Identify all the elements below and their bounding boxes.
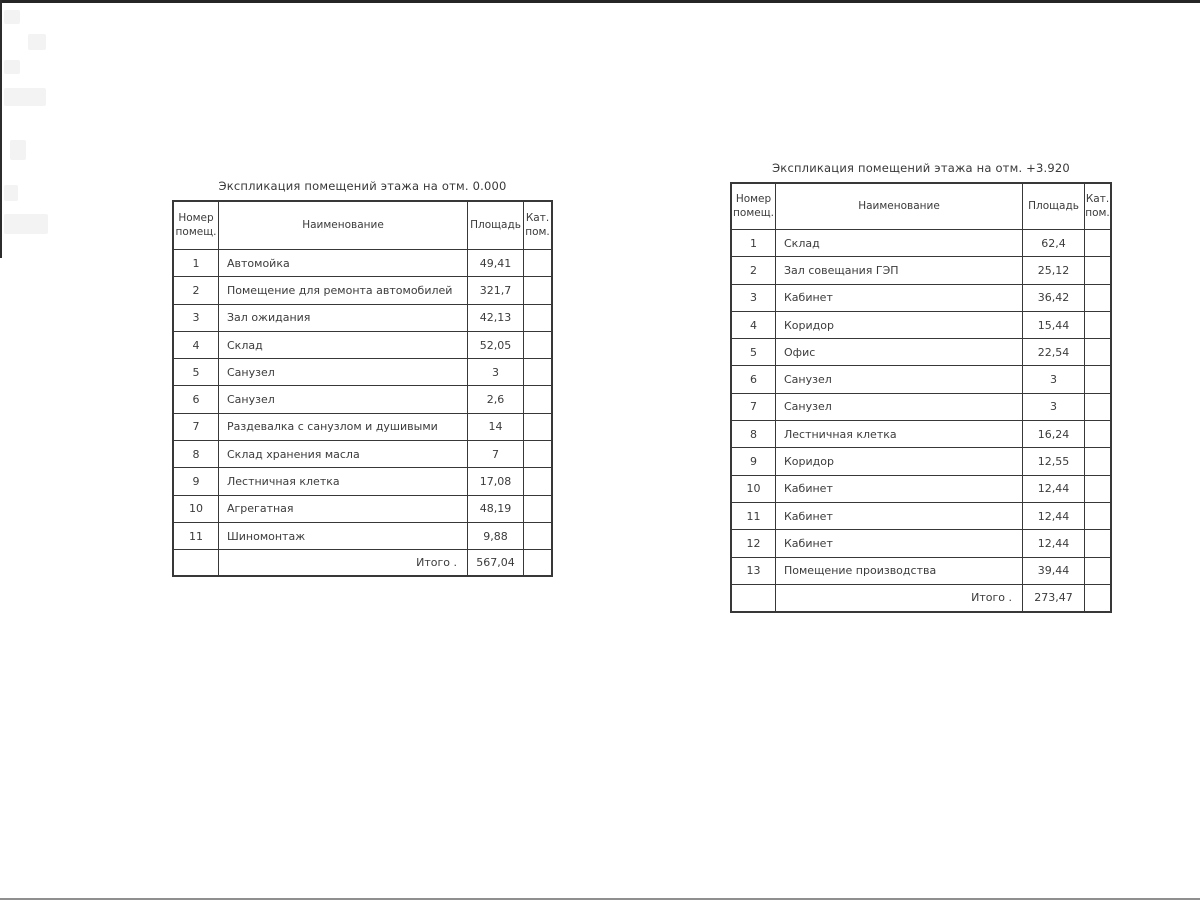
table-row: [174, 358, 551, 385]
room-area: 16,24: [1023, 421, 1085, 447]
table-row: [732, 557, 1110, 584]
room-category: [1085, 421, 1110, 447]
table-header-row: [174, 202, 551, 249]
room-category: [1085, 394, 1110, 420]
room-number: 6: [732, 366, 776, 392]
room-number: 5: [732, 339, 776, 365]
total-empty-number: [174, 550, 219, 575]
room-number: 10: [732, 476, 776, 502]
table-row: [732, 420, 1110, 447]
room-area: 48,19: [468, 496, 524, 522]
room-name: Лестничная клетка: [219, 468, 468, 494]
room-name: Коридор: [776, 448, 1023, 474]
total-empty-category: [1085, 585, 1110, 611]
room-number: 6: [174, 386, 219, 412]
explication-table-level-0: [172, 200, 553, 577]
room-name: Помещение производства: [776, 558, 1023, 584]
table-body: [732, 229, 1110, 584]
room-category: [1085, 285, 1110, 311]
header-room-area: Площадь: [468, 202, 524, 249]
room-name: Санузел: [219, 359, 468, 385]
room-name: Шиномонтаж: [219, 523, 468, 549]
room-area: 25,12: [1023, 257, 1085, 283]
room-name: Агрегатная: [219, 496, 468, 522]
table-row: [732, 284, 1110, 311]
room-number: 12: [732, 530, 776, 556]
room-category: [1085, 558, 1110, 584]
table-row: [174, 440, 551, 467]
room-name: Лестничная клетка: [776, 421, 1023, 447]
room-number: 1: [732, 230, 776, 256]
room-area: 9,88: [468, 523, 524, 549]
room-area: 17,08: [468, 468, 524, 494]
room-area: 36,42: [1023, 285, 1085, 311]
room-name: Коридор: [776, 312, 1023, 338]
explication-title-level-0: Экспликация помещений этажа на отм. 0.000: [218, 179, 507, 193]
scan-smudge: [4, 10, 20, 24]
room-area: 2,6: [468, 386, 524, 412]
room-area: 14: [468, 414, 524, 440]
room-area: 321,7: [468, 277, 524, 303]
room-number: 7: [732, 394, 776, 420]
room-number: 9: [732, 448, 776, 474]
room-number: 8: [732, 421, 776, 447]
table-row: [174, 467, 551, 494]
room-name: Раздевалка с санузлом и душивыми: [219, 414, 468, 440]
room-category: [524, 523, 551, 549]
room-area: 7: [468, 441, 524, 467]
table-row: [732, 365, 1110, 392]
total-empty-number: [732, 585, 776, 611]
header-room-area: Площадь: [1023, 184, 1085, 229]
table-row: [732, 475, 1110, 502]
room-category: [524, 277, 551, 303]
room-number: 11: [732, 503, 776, 529]
table-row: [174, 276, 551, 303]
room-area: 12,44: [1023, 476, 1085, 502]
room-name: Склад: [776, 230, 1023, 256]
room-number: 9: [174, 468, 219, 494]
room-category: [1085, 339, 1110, 365]
explication-table-level-3920: [730, 182, 1112, 613]
scan-smudge: [4, 60, 20, 74]
scan-smudge: [4, 214, 48, 234]
room-name: Санузел: [219, 386, 468, 412]
table-row: [174, 304, 551, 331]
room-area: 42,13: [468, 305, 524, 331]
room-area: 49,41: [468, 250, 524, 276]
table-row: [732, 529, 1110, 556]
room-name: Санузел: [776, 366, 1023, 392]
room-category: [1085, 476, 1110, 502]
room-name: Склад хранения масла: [219, 441, 468, 467]
table-row: [174, 249, 551, 276]
room-category: [524, 250, 551, 276]
header-room-category: Кат. пом.: [525, 211, 550, 238]
total-empty-category: [524, 550, 551, 575]
room-name: Помещение для ремонта автомобилей: [219, 277, 468, 303]
table-row: [732, 338, 1110, 365]
room-category: [524, 386, 551, 412]
total-area-value: 273,47: [1023, 585, 1085, 611]
room-category: [524, 496, 551, 522]
room-name: Кабинет: [776, 476, 1023, 502]
room-number: 4: [732, 312, 776, 338]
room-number: 2: [174, 277, 219, 303]
room-number: 3: [732, 285, 776, 311]
table-row: [174, 413, 551, 440]
room-number: 7: [174, 414, 219, 440]
room-number: 1: [174, 250, 219, 276]
total-label: Итого .: [219, 550, 468, 575]
room-area: 12,55: [1023, 448, 1085, 474]
room-number: 5: [174, 359, 219, 385]
table-header-row: [732, 184, 1110, 229]
room-category: [524, 441, 551, 467]
room-name: Зал ожидания: [219, 305, 468, 331]
scan-edge-left: [0, 0, 2, 258]
scan-smudge: [4, 88, 46, 106]
room-area: 22,54: [1023, 339, 1085, 365]
room-number: 11: [174, 523, 219, 549]
header-room-category: Кат. пом.: [1085, 192, 1110, 219]
room-category: [1085, 257, 1110, 283]
room-name: Зал совещания ГЭП: [776, 257, 1023, 283]
room-area: 39,44: [1023, 558, 1085, 584]
room-category: [1085, 312, 1110, 338]
room-area: 62,4: [1023, 230, 1085, 256]
room-name: Автомойка: [219, 250, 468, 276]
room-category: [524, 468, 551, 494]
room-number: 8: [174, 441, 219, 467]
table-row: [732, 256, 1110, 283]
room-area: 3: [1023, 366, 1085, 392]
table-row: [174, 495, 551, 522]
room-number: 10: [174, 496, 219, 522]
table-row: [174, 331, 551, 358]
header-room-number: Номер помещ.: [174, 202, 219, 249]
table-total-row: [174, 549, 551, 575]
room-category: [524, 359, 551, 385]
room-number: 2: [732, 257, 776, 283]
room-area: 3: [468, 359, 524, 385]
room-area: 3: [1023, 394, 1085, 420]
table-row: [732, 311, 1110, 338]
room-number: 4: [174, 332, 219, 358]
total-label: Итого .: [776, 585, 1023, 611]
scan-smudge: [28, 34, 46, 50]
room-category: [1085, 530, 1110, 556]
table-row: [174, 522, 551, 549]
room-area: 12,44: [1023, 530, 1085, 556]
room-category: [524, 305, 551, 331]
table-row: [174, 385, 551, 412]
scan-edge-top: [0, 0, 1200, 3]
room-name: Офис: [776, 339, 1023, 365]
room-category: [1085, 230, 1110, 256]
scan-smudge: [10, 140, 26, 160]
table-row: [732, 393, 1110, 420]
room-category: [524, 414, 551, 440]
room-name: Склад: [219, 332, 468, 358]
room-number: 13: [732, 558, 776, 584]
explication-title-level-3920: Экспликация помещений этажа на отм. +3.920: [772, 161, 1070, 175]
room-area: 15,44: [1023, 312, 1085, 338]
room-category: [1085, 366, 1110, 392]
table-body: [174, 249, 551, 549]
room-area: 52,05: [468, 332, 524, 358]
room-name: Кабинет: [776, 530, 1023, 556]
table-total-row: [732, 584, 1110, 611]
room-category: [524, 332, 551, 358]
table-row: [732, 229, 1110, 256]
room-category: [1085, 503, 1110, 529]
total-area-value: 567,04: [468, 550, 524, 575]
header-room-number: Номер помещ.: [732, 184, 776, 229]
room-name: Санузел: [776, 394, 1023, 420]
room-area: 12,44: [1023, 503, 1085, 529]
room-name: Кабинет: [776, 503, 1023, 529]
header-room-name: Наименование: [776, 184, 1023, 229]
room-name: Кабинет: [776, 285, 1023, 311]
table-row: [732, 502, 1110, 529]
scan-smudge: [4, 185, 18, 201]
header-room-name: Наименование: [219, 202, 468, 249]
room-number: 3: [174, 305, 219, 331]
table-row: [732, 447, 1110, 474]
room-category: [1085, 448, 1110, 474]
